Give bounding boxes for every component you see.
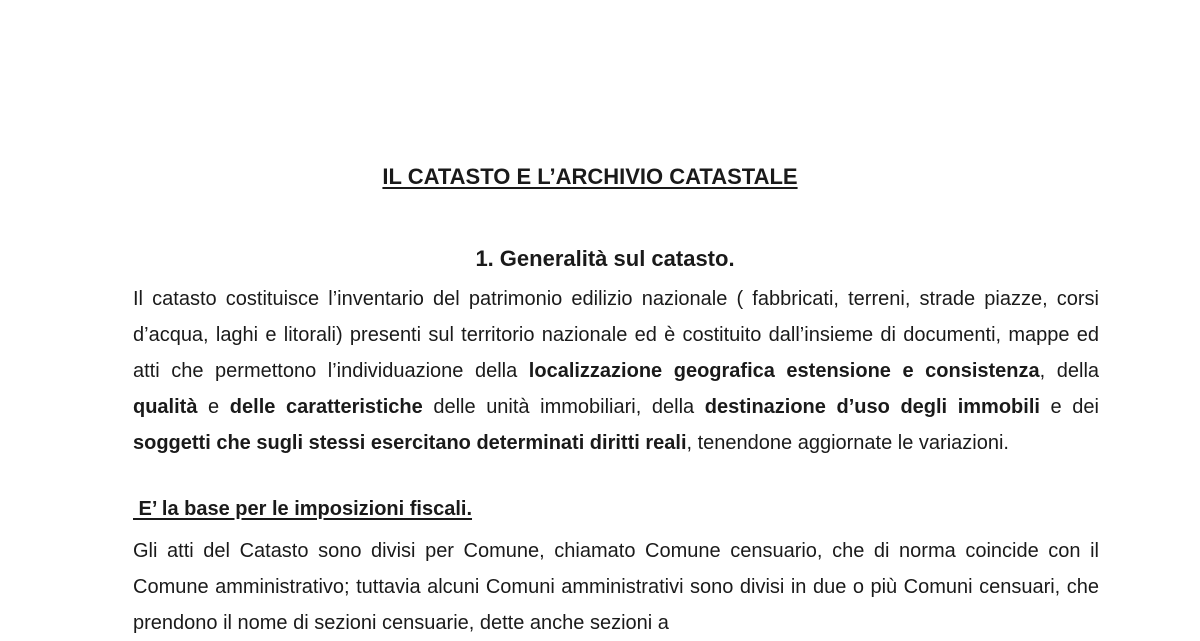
paragraph-1-bold-run: soggetti che sugli stessi esercitano determinati diritti reali: [133, 432, 687, 454]
section-heading-text: Generalità sul catasto.: [499, 246, 735, 271]
subheading: E’ la base per le imposizioni fiscali.: [133, 498, 473, 520]
paragraph-1-run: Il catasto costituisce l’inventario del patrimonio edilizio nazionale ( fabbricati, terreni, strade piazze, corsi d’acqua, laghi e litorali) presenti sul territorio nazionale ed è costituito dall’insieme di documenti, mappe ed atti che permettono l’individuazione della: [133, 288, 1099, 382]
paragraph-1-bold-run: qualità: [133, 396, 198, 418]
paragraph-1-run: e dei: [1039, 396, 1099, 418]
paragraph-1-bold-run: delle caratteristiche: [229, 396, 423, 418]
paragraph-1: [133, 281, 1099, 461]
paragraph-1-bold-run: localizzazione geografica estensione e consistenza: [528, 360, 1040, 382]
paragraph-1-run: , della: [1039, 360, 1100, 382]
paragraph-1-run: , tenendone aggiornate le variazioni.: [686, 432, 1009, 454]
paragraph-1-run: e: [197, 396, 230, 418]
paragraph-1-bold-run: destinazione d’uso degli immobili: [704, 396, 1040, 418]
document-title: IL CATASTO E L’ARCHIVIO CATASTALE: [382, 164, 798, 189]
section-heading: [0, 246, 1200, 272]
paragraph-1-run: delle unità immobiliari, della: [422, 396, 705, 418]
section-number: 1.: [475, 246, 494, 271]
paragraph-2: Gli atti del Catasto sono divisi per Comune, chiamato Comune censuario, che di norma coincide con il Comune amministrativo; tuttavia alcuni Comuni amministrativi sono divisi in due o più Comuni censuari, che prendono il nome di sezioni censuarie, dette anche sezioni a: [133, 540, 1099, 634]
